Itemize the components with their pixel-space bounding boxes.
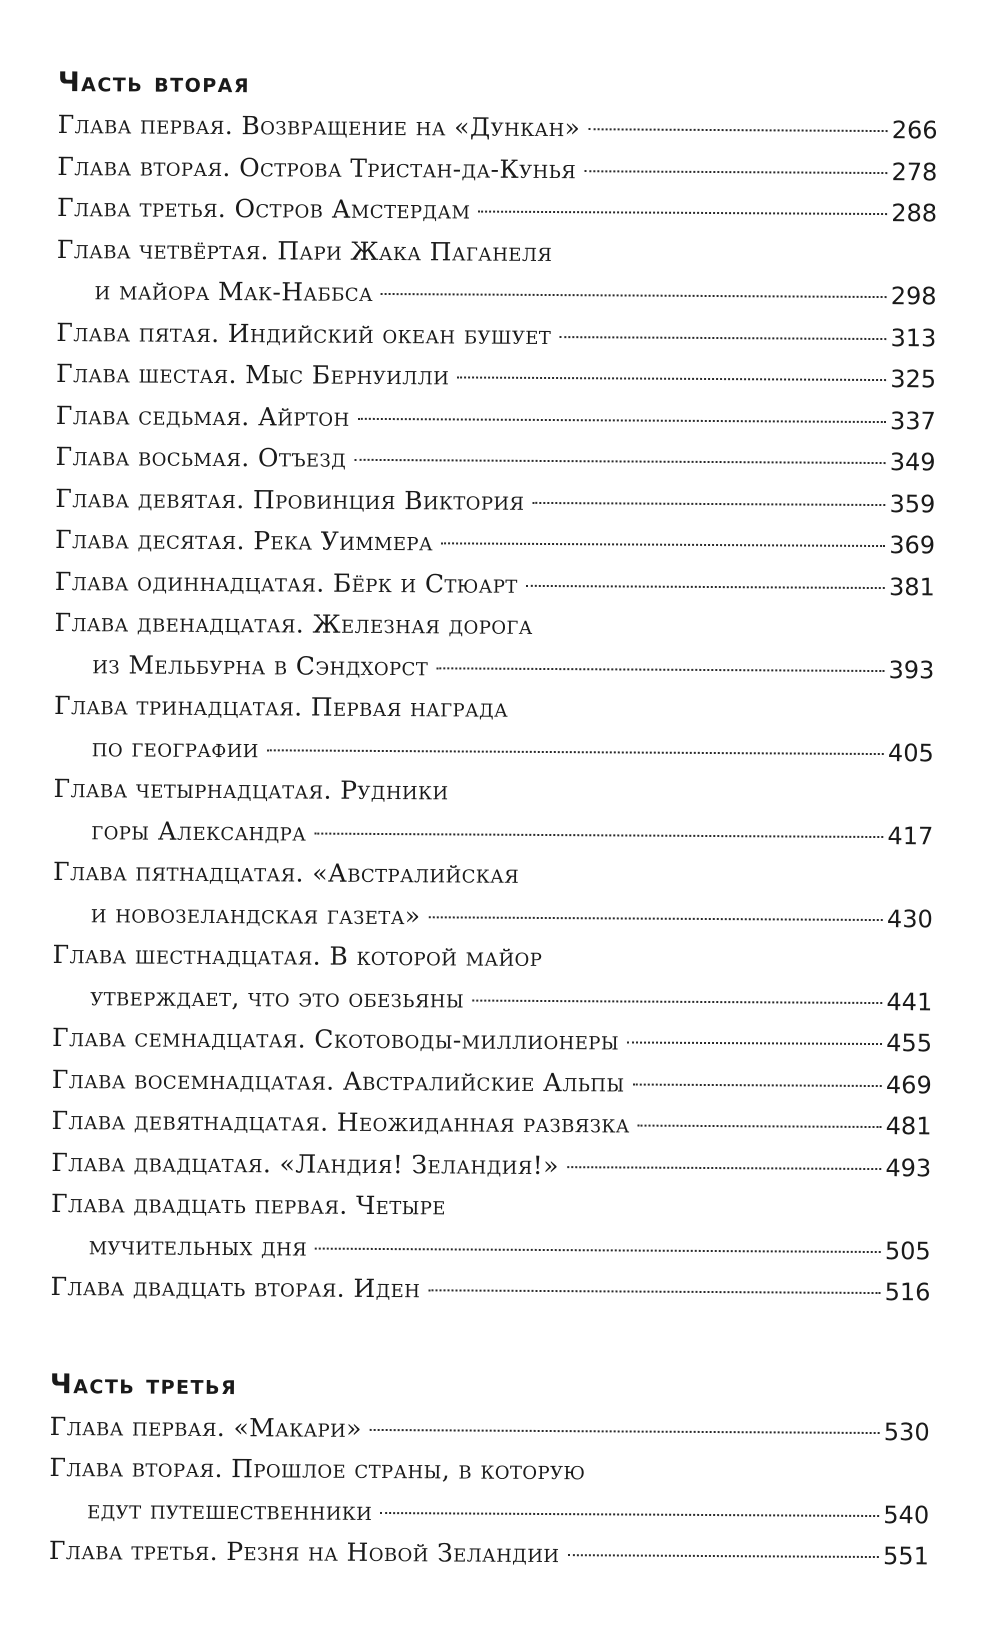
toc-entry-line (56, 311, 936, 358)
toc-entry-line (55, 560, 935, 607)
page-number: 551 (882, 1542, 929, 1571)
page-number: 298 (890, 282, 937, 311)
toc-entry (56, 311, 936, 358)
page-number: 469 (885, 1070, 932, 1099)
page-number: 266 (891, 116, 938, 145)
toc-entry (54, 602, 934, 690)
chapter-title: и новозеландская газета» (90, 898, 421, 930)
chapter-title: Глава первая. Возвращение на «Дункан» (57, 109, 581, 143)
page-number: 417 (887, 821, 934, 850)
chapter-title: мучительных дня (88, 1230, 308, 1262)
toc-entry (56, 353, 936, 400)
dot-leader (428, 916, 883, 921)
toc-entry-continuation (51, 1224, 931, 1271)
toc-entry (53, 851, 933, 939)
chapter-title: Глава вторая. Прошлое страны, в которую (49, 1452, 586, 1486)
toc-entry (49, 1530, 929, 1577)
toc-entry-line (55, 436, 935, 483)
part-section (49, 1363, 930, 1576)
toc-entry-line (52, 934, 932, 981)
chapter-title: Глава четвёртая. Пари Жака Паганеля (56, 234, 553, 267)
page-number: 288 (891, 199, 938, 228)
chapter-title: горы Александра (91, 815, 307, 847)
toc-entry-line (57, 228, 937, 275)
page-number: 393 (888, 655, 935, 684)
page-number: 337 (889, 406, 936, 435)
page-number: 530 (883, 1417, 930, 1446)
toc-entry-line (55, 519, 935, 566)
toc-entry (52, 934, 932, 1022)
chapter-title: и майора Мак-Наббса (94, 276, 374, 307)
chapter-title: Глава третья. Резня на Новой Зеландии (48, 1535, 560, 1569)
dot-leader (567, 1554, 879, 1558)
toc-entry (53, 768, 933, 856)
chapter-title: Глава пятая. Индийский океан бушует (56, 317, 552, 350)
chapter-title: Глава семнадцатая. Скотоводы-миллионеры (51, 1022, 620, 1056)
page-number: 441 (886, 987, 933, 1016)
toc-entry-line (54, 602, 934, 649)
toc-entry (51, 1100, 931, 1147)
page-number: 349 (889, 448, 936, 477)
toc-entry-line (50, 1405, 930, 1452)
toc-entry (49, 1447, 929, 1535)
page-number: 481 (885, 1112, 932, 1141)
toc-entry-continuation (53, 809, 933, 856)
chapter-title: Глава шестая. Мыс Бернуилли (56, 358, 450, 391)
toc-entry (57, 145, 937, 192)
toc-entry-line (49, 1530, 929, 1577)
dot-leader (567, 1166, 882, 1170)
page-number: 505 (884, 1236, 931, 1265)
toc-entry-line (56, 394, 936, 441)
dot-leader (588, 128, 888, 132)
dot-leader (315, 1247, 881, 1252)
page-number: 359 (889, 489, 936, 518)
dot-leader (633, 1083, 882, 1087)
chapter-title: Глава двадцать вторая. Иден (50, 1271, 421, 1304)
part-title: Часть вторая (57, 66, 251, 100)
part-section (50, 62, 938, 1313)
toc-entry (56, 394, 936, 441)
chapter-title: Глава восьмая. Отъезд (55, 441, 347, 473)
page-number: 430 (886, 904, 933, 933)
toc-entry-line (53, 851, 933, 898)
toc-entry-line (51, 1183, 931, 1230)
dot-leader (472, 999, 882, 1004)
chapter-title: Глава девятнадцатая. Неожиданная развязка (51, 1105, 630, 1139)
toc-entry (57, 104, 937, 151)
toc-entry (55, 560, 935, 607)
toc-entry-line (55, 477, 935, 524)
dot-leader (358, 417, 886, 422)
toc-entry (55, 436, 935, 483)
table-of-contents (49, 62, 938, 1577)
dot-leader (267, 749, 884, 755)
chapter-title: из Мельбурна в Сэндхорст (92, 649, 429, 681)
toc-entry-line (52, 1017, 932, 1064)
dot-leader (457, 376, 886, 381)
chapter-title: Глава одиннадцатая. Бёрк и Стюарт (54, 566, 518, 599)
page-number: 325 (890, 365, 937, 394)
page-number: 278 (891, 157, 938, 186)
toc-entry (55, 477, 935, 524)
toc-entry-line (54, 685, 934, 732)
toc-entry (55, 519, 935, 566)
dot-leader (314, 832, 883, 837)
page-number: 516 (884, 1278, 931, 1307)
page-number: 369 (889, 531, 936, 560)
chapter-title: Глава восемнадцатая. Австралийские Альпы (51, 1064, 625, 1097)
chapter-title: утверждает, что это обезьяны (90, 981, 465, 1013)
dot-leader (428, 1289, 880, 1294)
toc-entry-line (57, 145, 937, 192)
toc-entry-line (53, 768, 933, 815)
toc-entry-line (51, 1100, 931, 1147)
toc-entry-line (56, 353, 936, 400)
chapter-title: едут путешественники (87, 1494, 373, 1526)
chapter-title: Глава первая. «Макари» (49, 1411, 363, 1443)
chapter-title: Глава четырнадцатая. Рудники (53, 773, 449, 806)
part-title: Часть третья (49, 1368, 238, 1401)
chapter-title: Глава шестнадцатая. В которой майор (52, 939, 543, 972)
dot-leader (354, 459, 886, 464)
dot-leader (380, 1511, 879, 1516)
page-number: 493 (885, 1153, 932, 1182)
chapter-title: Глава вторая. Острова Тристан-да-Кунья (57, 151, 577, 184)
toc-entry (52, 1058, 932, 1105)
dot-leader (526, 584, 885, 588)
chapter-title: Глава третья. Остров Амстердам (57, 192, 471, 225)
chapter-title: Глава тринадцатая. Первая награда (53, 690, 509, 723)
chapter-title: Глава двадцать первая. Четыре (50, 1188, 446, 1221)
dot-leader (532, 501, 885, 505)
toc-entry-continuation (54, 726, 934, 773)
toc-entry-line (50, 1266, 930, 1313)
toc-entry (54, 685, 934, 773)
toc-entry-line (57, 187, 937, 234)
toc-entry (56, 228, 936, 316)
page-number: 455 (886, 1029, 933, 1058)
page-number: 381 (888, 572, 935, 601)
part-spacer (50, 1307, 930, 1368)
dot-leader (436, 667, 884, 672)
dot-leader (441, 542, 885, 547)
page-number: 313 (890, 323, 937, 352)
page-number: 540 (883, 1500, 930, 1529)
toc-entry (52, 1017, 932, 1064)
toc-entry-continuation (54, 643, 934, 690)
dot-leader (559, 336, 886, 340)
chapter-title: Глава десятая. Река Уиммера (54, 524, 434, 557)
toc-entry (51, 1141, 931, 1188)
chapter-title: Глава двадцатая. «Ландия! Зеландия!» (51, 1147, 559, 1180)
toc-entry (51, 1183, 931, 1271)
chapter-title: Глава пятнадцатая. «Австралийская (52, 856, 520, 889)
toc-entry-continuation (53, 892, 933, 939)
toc-entry-continuation (56, 270, 936, 317)
dot-leader (370, 1428, 880, 1433)
toc-entry-line (52, 1058, 932, 1105)
chapter-title: Глава седьмая. Айртон (55, 400, 350, 432)
toc-entry (50, 1266, 930, 1313)
toc-entry-line (57, 104, 937, 151)
toc-entry-line (51, 1141, 931, 1188)
toc-entry (57, 187, 937, 234)
chapter-title: по географии (91, 732, 259, 763)
toc-entry-continuation (49, 1488, 929, 1535)
dot-leader (627, 1041, 882, 1045)
chapter-title: Глава двенадцатая. Железная дорога (54, 607, 533, 640)
dot-leader (584, 170, 887, 174)
toc-entry-continuation (52, 975, 932, 1022)
page-number: 405 (887, 738, 934, 767)
dot-leader (381, 293, 887, 298)
dot-leader (478, 211, 887, 215)
toc-entry (50, 1405, 930, 1452)
toc-entry-line (49, 1447, 929, 1494)
chapter-title: Глава девятая. Провинция Виктория (55, 483, 525, 516)
dot-leader (638, 1125, 882, 1128)
